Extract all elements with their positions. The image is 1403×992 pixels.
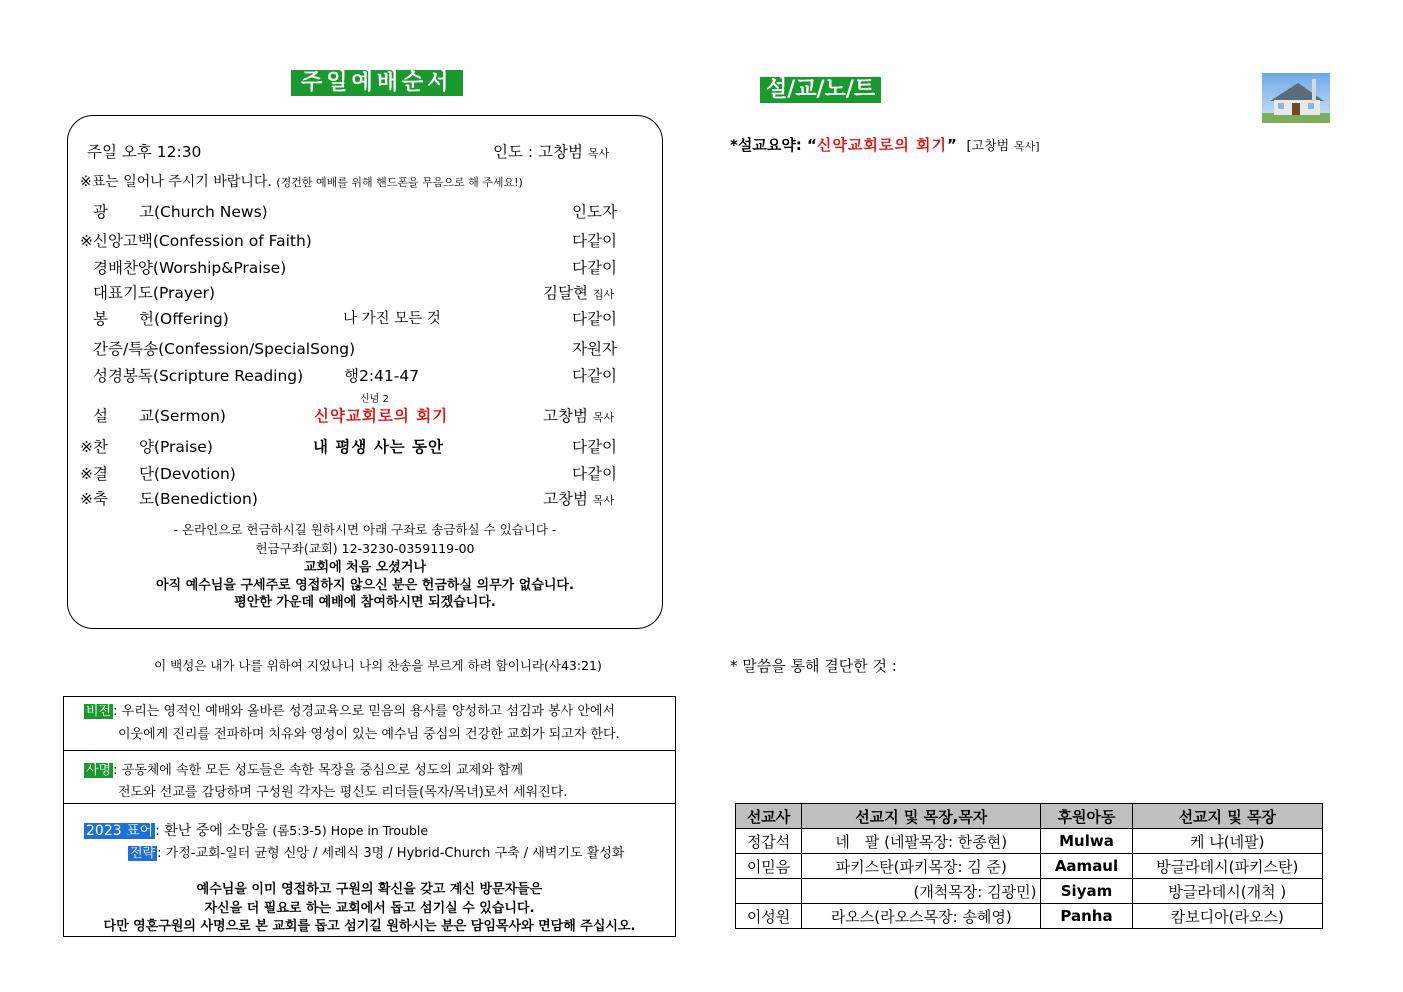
order-item-leader: 다같이: [572, 232, 617, 250]
table-cell: 네 팔 (네팔목장: 한종현): [802, 829, 1041, 854]
table-cell: 라오스(라오스목장: 송혜영): [802, 904, 1041, 929]
order-item-name: 간증/특송(Confession/SpecialSong): [93, 340, 356, 358]
sermon-note-title: 설/교/노/트: [760, 77, 881, 103]
table-cell: Aamaul: [1041, 854, 1132, 879]
order-item-leader: 다같이: [572, 367, 617, 385]
table-cell: 방글라데시(파키스탄): [1132, 854, 1322, 879]
table-cell: [736, 879, 802, 904]
hymn-number: 신념 2: [360, 394, 389, 405]
strategy-label: 전략: [130, 846, 156, 861]
mission-box: [63, 751, 676, 804]
table-header: 선교지 및 목장: [1132, 804, 1322, 829]
offering-account: 헌금구좌(교회) 12-3230-0359119-00: [255, 541, 475, 556]
mission-label: 사명: [86, 763, 112, 778]
table-cell: 캄보디아(라오스): [1132, 904, 1322, 929]
order-item-name: 성경봉독(Scripture Reading): [93, 367, 304, 385]
first-visit-line2: 아직 예수님을 구세주로 영접하지 않으신 분은 헌금하실 의무가 없습니다.: [156, 578, 574, 593]
motto-line: 2023 표어 : 환난 중에 소망을 (롬5:3-5) Hope in Trouble: [86, 823, 429, 839]
mission-line2: 전도와 선교를 감당하며 구성원 각자는 평신도 리더들(목자/목녀)로서 세워진다.: [118, 785, 568, 800]
table-cell: Siyam: [1041, 879, 1132, 904]
order-item-detail: 신약교회로의 회기: [314, 407, 449, 425]
online-offering-notice: - 온라인으로 헌금하시길 원하시면 아래 구좌로 송금하실 수 있습니다 -: [173, 522, 557, 537]
standing-notice: ※표는 일어나 주시기 바랍니다. (경건한 예배를 위해 핸드폰을 무음으로 해 주세요!): [80, 174, 523, 190]
bible-verse: 이 백성은 내가 나를 위하여 지었나니 나의 찬송을 부르게 하려 함이니라(사43:21): [154, 658, 602, 673]
table-row: [736, 854, 1323, 879]
first-visit-line1: 교회에 처음 오셨거나: [303, 560, 427, 575]
table-row: [736, 904, 1323, 929]
order-item-name: 광 고(Church News): [93, 203, 268, 221]
strategy-line: 전략 : 가정-교회-일터 균형 신앙 / 세례식 3명 / Hybrid-Church 구축 / 새벽기도 활성화: [130, 846, 625, 861]
order-item-name: ※결 단(Devotion): [80, 465, 236, 483]
motto-label: 2023 표어: [86, 823, 154, 839]
order-item-name: ※찬 양(Praise): [80, 438, 213, 456]
order-item-name: 설 교(Sermon): [93, 407, 226, 425]
visitor-line3: 다만 영혼구원의 사명으로 본 교회를 돕고 섬기길 원하시는 분은 담임목사와 면담해 주십시오.: [103, 919, 636, 934]
order-item-name: ※축 도(Benediction): [80, 490, 258, 508]
worship-order-title: 주일예배순서: [291, 70, 463, 96]
order-item-leader: 다같이: [572, 438, 617, 456]
first-visit-line3: 평안한 가운데 예배에 참여하시면 되겠습니다.: [234, 595, 496, 610]
order-item-detail: 행2:41-47: [344, 367, 420, 385]
visitor-line1: 예수님을 이미 영접하고 구원의 확신을 갖고 계신 방문자들은: [196, 882, 543, 897]
table-cell: 방글라데시(개척 ): [1132, 879, 1322, 904]
table-cell: 케 냐(네팔): [1132, 829, 1322, 854]
visitor-line2: 자신을 더 필요로 하는 교회에서 돕고 섬기실 수 있습니다.: [204, 901, 535, 916]
table-cell: 이성원: [736, 904, 802, 929]
order-item-name: 경배찬양(Worship&Praise): [93, 259, 287, 277]
order-item-name: 대표기도(Prayer): [93, 284, 216, 302]
table-cell: (개척목장: 김광민): [802, 879, 1041, 904]
mission-line1: 사명 : 공동체에 속한 모든 성도들은 속한 목장을 중심으로 성도의 교제와 함께: [86, 763, 524, 778]
order-item-leader: 김달현 집사: [543, 284, 615, 302]
sermon-summary: *설교요약: “신약교회로의 회기” [고창범 목사]: [730, 136, 1040, 154]
vision-line2: 이웃에게 진리를 전파하며 치유와 영성이 있는 예수님 중심의 건강한 교회가 되고자 한다.: [118, 727, 620, 742]
vision-box: [63, 696, 676, 751]
table-header: 후원아동: [1041, 804, 1132, 829]
table-cell: 정갑석: [736, 829, 802, 854]
order-item-leader: 고창범 목사: [543, 407, 615, 425]
table-row: [736, 829, 1323, 854]
table-header: 선교지 및 목장,목자: [802, 804, 1041, 829]
order-item-detail: 내 평생 사는 동안: [313, 438, 445, 456]
order-item-name: 봉 헌(Offering): [93, 310, 229, 328]
vision-label: 비전: [86, 704, 112, 719]
table-cell: 파키스탄(파키목장: 김 준): [802, 854, 1041, 879]
service-leader: 인도 : 고창범 목사: [493, 143, 610, 161]
order-item-leader: 다같이: [572, 259, 617, 277]
order-item-leader: 자원자: [572, 340, 617, 358]
service-time: 주일 오후 12:30: [87, 143, 202, 161]
order-item-leader: 다같이: [572, 310, 617, 328]
order-item-leader: 다같이: [572, 465, 617, 483]
table-cell: Mulwa: [1041, 829, 1132, 854]
order-item-name: ※신앙고백(Confession of Faith): [80, 232, 312, 250]
decision-heading: * 말씀을 통해 결단한 것 :: [730, 657, 897, 675]
table-cell: 이믿음: [736, 854, 802, 879]
order-item-leader: 고창범 목사: [543, 490, 615, 508]
church-picture: [1262, 73, 1330, 123]
vision-line1: 비전 : 우리는 영적인 예배와 올바른 성경교육으로 믿음의 용사를 양성하고 섬김과 봉사 안에서: [86, 704, 616, 719]
table-cell: Panha: [1041, 904, 1132, 929]
table-row: [736, 879, 1323, 904]
order-item-leader: 인도자: [572, 203, 617, 221]
motto-box: [63, 804, 676, 937]
missionary-table: [735, 803, 1323, 929]
table-header: 선교사: [736, 804, 802, 829]
order-item-detail: 나 가진 모든 것: [343, 311, 441, 327]
